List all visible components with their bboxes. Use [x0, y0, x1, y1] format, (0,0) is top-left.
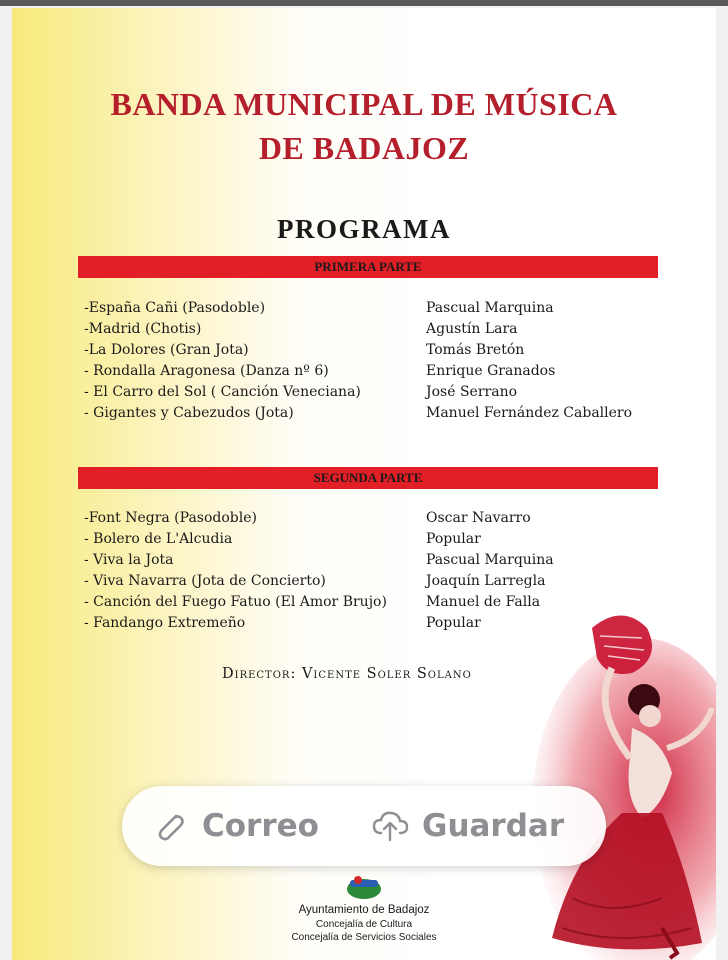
- section-bar-primera-parte: PRIMERA PARTE: [78, 256, 658, 278]
- work-title: -Madrid (Chotis): [84, 321, 202, 337]
- mail-button[interactable]: [150, 786, 319, 866]
- mail-label: Correo: [202, 808, 319, 844]
- work-title: - Rondalla Aragonesa (Danza nº 6): [84, 363, 329, 379]
- section-bar-segunda-parte: SEGUNDA PARTE: [78, 467, 658, 489]
- footer-concejalia-servicios: Concejalía de Servicios Sociales: [291, 932, 437, 943]
- work-title: - El Carro del Sol ( Canción Veneciana): [84, 384, 361, 400]
- list-item: [84, 510, 684, 531]
- poster-title-line1: BANDA MUNICIPAL DE MÚSICA: [110, 86, 618, 122]
- cloud-upload-icon: [370, 806, 410, 846]
- composer-name: Enrique Granados: [426, 363, 556, 379]
- list-item: [84, 531, 684, 552]
- list-item: [84, 552, 684, 573]
- composer-name: Joaquín Larregla: [426, 573, 546, 589]
- poster-title-line2: DE BADAJOZ: [258, 130, 470, 166]
- work-title: - Canción del Fuego Fatuo (El Amor Brujo): [84, 594, 387, 610]
- list-item: [84, 321, 684, 342]
- composer-name: Manuel Fernández Caballero: [426, 405, 633, 421]
- list-item: [84, 384, 684, 405]
- work-title: -La Dolores (Gran Jota): [84, 342, 249, 358]
- composer-name: Agustín Lara: [426, 321, 518, 337]
- save-label: Guardar: [422, 808, 565, 844]
- work-title: -Font Negra (Pasodoble): [84, 510, 257, 526]
- composer-name: José Serrano: [426, 384, 518, 400]
- work-title: - Viva la Jota: [84, 552, 174, 568]
- composer-name: Oscar Navarro: [426, 510, 531, 526]
- work-title: - Fandango Extremeño: [84, 615, 246, 631]
- list-item: [84, 573, 684, 594]
- director-credit: Director: Vicente Soler Solano: [222, 666, 472, 682]
- save-button[interactable]: [370, 786, 564, 866]
- work-title: - Bolero de L'Alcudia: [84, 531, 233, 547]
- work-title: - Gigantes y Cabezudos (Jota): [84, 405, 294, 421]
- program-list-part1: [84, 300, 684, 426]
- paperclip-icon: [150, 806, 190, 846]
- top-edge: [0, 0, 728, 6]
- composer-name: Pascual Marquina: [426, 552, 554, 568]
- footer-ayuntamiento: Ayuntamiento de Badajoz: [298, 904, 430, 916]
- composer-name: Popular: [426, 531, 481, 547]
- footer-concejalia-cultura: Concejalía de Cultura: [315, 919, 413, 930]
- program-heading: PROGRAMA: [277, 214, 451, 244]
- list-item: [84, 342, 684, 363]
- composer-name: Manuel de Falla: [426, 594, 541, 610]
- list-item: [84, 363, 684, 384]
- ayuntamiento-logo: [346, 874, 382, 900]
- work-title: - Viva Navarra (Jota de Concierto): [84, 573, 326, 589]
- composer-name: Popular: [426, 615, 481, 631]
- list-item: [84, 300, 684, 321]
- composer-name: Pascual Marquina: [426, 300, 554, 316]
- composer-name: Tomás Bretón: [426, 342, 525, 358]
- work-title: -España Cañi (Pasodoble): [84, 300, 266, 316]
- share-action-bar: [122, 786, 606, 866]
- list-item: [84, 405, 684, 426]
